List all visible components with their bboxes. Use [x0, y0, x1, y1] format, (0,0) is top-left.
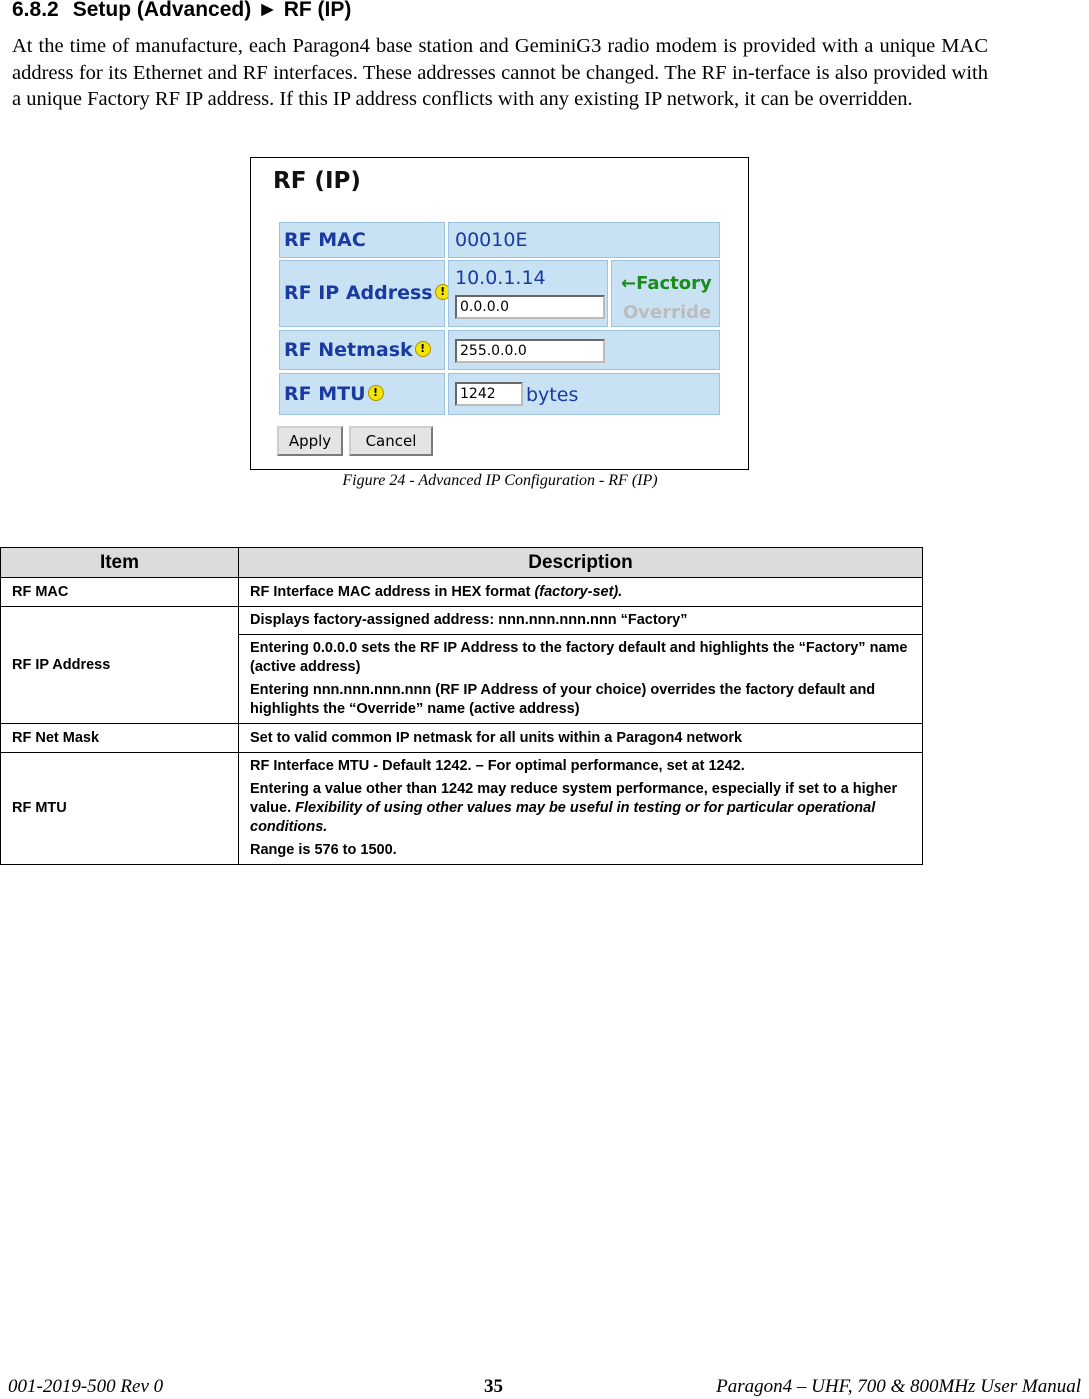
desc-rf-ip — [239, 607, 923, 724]
rf-mtu-input[interactable]: 1242 — [455, 382, 523, 406]
desc-rf-mtu-warning: Entering a value other than 1242 may reduce system performance, especially if set to a higher value. — [250, 781, 898, 816]
item-rf-netmask: RF Net Mask — [1, 724, 239, 753]
mtu-unit: bytes — [526, 384, 579, 406]
desc-rf-mac — [239, 578, 923, 607]
section-title: Setup (Advanced) ► RF (IP) — [72, 0, 352, 21]
rf-mac-label: RF MAC — [284, 229, 366, 251]
rf-mac-label-cell — [279, 222, 445, 258]
desc-rf-netmask: Set to valid common IP netmask for all units within a Paragon4 network — [239, 724, 923, 753]
table-header-row — [1, 548, 923, 578]
header-description: Description — [239, 548, 923, 578]
desc-rf-mtu-range: Range is 576 to 1500. — [250, 842, 397, 858]
figure-title: RF (IP) — [273, 168, 361, 194]
rf-ip-figure — [250, 157, 749, 470]
rf-mac-value-cell — [448, 222, 720, 258]
rf-mtu-value-cell — [448, 373, 720, 415]
figure-caption: Figure 24 - Advanced IP Configuration - RF (IP) — [342, 472, 658, 489]
desc-rf-ip-display: Displays factory-assigned address: nnn.nnn.nnn.nnn “Factory” — [250, 612, 688, 628]
desc-rf-ip-override: Entering nnn.nnn.nnn.nnn (RF IP Address of your choice) overrides the factory default and highlights the “Override” name (active address) — [250, 682, 876, 717]
warning-icon: ! — [435, 284, 451, 300]
desc-rf-mtu-emphasis: Flexibility of using other values may be useful in testing or for particular operational conditions. — [250, 800, 876, 835]
description-table — [0, 547, 923, 865]
item-rf-mac: RF MAC — [1, 578, 239, 607]
footer-doc-number: 001-2019-500 Rev 0 — [8, 1376, 164, 1397]
desc-rf-ip-default: Entering 0.0.0.0 sets the RF IP Address to the factory default and highlights the “Factory” name (active address) — [250, 640, 908, 675]
desc-rf-mac-text: RF Interface MAC address in HEX format — [250, 583, 531, 600]
rf-netmask-label: RF Netmask — [284, 339, 413, 361]
warning-icon: ! — [368, 385, 384, 401]
item-rf-mtu: RF MTU — [1, 753, 239, 865]
rf-ip-status-cell — [611, 260, 720, 327]
table-row — [1, 578, 923, 607]
warning-icon: ! — [415, 341, 431, 357]
section-heading — [12, 0, 351, 22]
footer-manual-title: Paragon4 – UHF, 700 & 800MHz User Manual — [716, 1376, 1081, 1397]
table-row — [1, 753, 923, 865]
override-indicator: Override — [623, 302, 712, 323]
apply-button[interactable]: Apply — [277, 426, 343, 456]
footer-page-number: 35 — [484, 1376, 503, 1397]
table-row — [1, 724, 923, 753]
factory-indicator: ←Factory — [621, 273, 712, 294]
rf-mac-value: 00010E — [455, 229, 528, 251]
table-row — [1, 607, 923, 724]
section-number: 6.8.2 — [12, 0, 59, 21]
rf-ip-value: 10.0.1.14 — [455, 267, 546, 289]
rf-mtu-label-cell — [279, 373, 445, 415]
desc-rf-mtu-default: RF Interface MTU - Default 1242. – For optimal performance, set at 1242. — [250, 758, 745, 774]
rf-ip-input[interactable]: 0.0.0.0 — [455, 295, 605, 319]
intro-paragraph: At the time of manufacture, each Paragon4 base station and GeminiG3 radio modem is provided with a unique MAC address for its Ethernet and RF interfaces. These addresses cannot be changed. The RF in-terface is also provided with a unique Factory RF IP address. If this IP address conflicts with any existing IP network, it can be overridden. — [12, 35, 988, 110]
header-item: Item — [1, 548, 239, 578]
rf-ip-label: RF IP Address — [284, 282, 433, 304]
item-rf-ip: RF IP Address — [1, 607, 239, 724]
desc-rf-mtu — [239, 753, 923, 865]
desc-rf-mac-emphasis: (factory-set). — [534, 583, 623, 600]
rf-netmask-label-cell — [279, 330, 445, 370]
rf-ip-label-cell — [279, 260, 445, 327]
cancel-button[interactable]: Cancel — [349, 426, 433, 456]
rf-netmask-value-cell — [448, 330, 720, 370]
rf-ip-value-cell — [448, 260, 608, 327]
rf-mtu-label: RF MTU — [284, 383, 366, 405]
rf-netmask-input[interactable]: 255.0.0.0 — [455, 339, 605, 363]
